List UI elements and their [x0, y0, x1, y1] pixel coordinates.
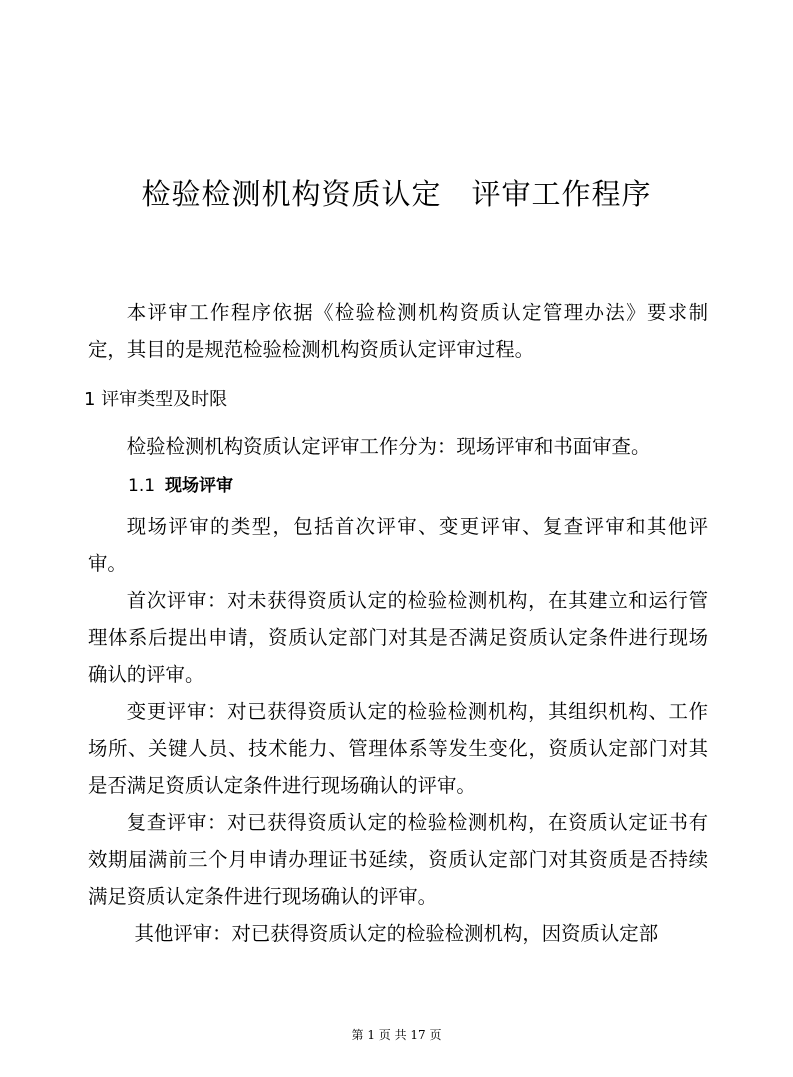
section-heading: 1 评审类型及时限: [84, 389, 228, 410]
initial-review-paragraph: 首次评审：对未获得资质认定的检验检测机构，在其建立和运行管理体系后提出申请，资质认定部门对其是否满足资质认定条件进行现场确认的评审。: [88, 589, 708, 686]
section-paragraph: 检验检测机构资质认定评审工作分为：现场评审和书面审查。: [126, 435, 651, 458]
change-review-paragraph: 变更评审：对已获得资质认定的检验检测机构，其组织机构、工作场所、关键人员、技术能力、管理体系等发生变化，资质认定部门对其是否满足资质认定条件进行现场确认的评审。: [88, 700, 708, 797]
recheck-review-paragraph: 复查评审：对已获得资质认定的检验检测机构，在资质认定证书有效期届满前三个月申请办理证书延续，资质认定部门对其资质是否持续满足资质认定条件进行现场确认的评审。: [88, 811, 708, 908]
subsection-title: 现场评审: [165, 476, 234, 496]
document-title: 检验检测机构资质认定 评审工作程序: [141, 177, 652, 211]
other-review-paragraph: 其他评审：对已获得资质认定的检验检测机构，因资质认定部: [134, 922, 659, 945]
page-footer: 第 1 页 共 17 页: [351, 1028, 442, 1042]
subsection-heading: [128, 473, 708, 499]
subsection-number: 1.1: [128, 476, 156, 496]
document-body: [84, 294, 708, 952]
review-types-paragraph: 现场评审的类型，包括首次评审、变更评审、复查评审和其他评审。: [88, 515, 708, 575]
intro-paragraph: 本评审工作程序依据《检验检测机构资质认定管理办法》要求制定，其目的是规范检验检测机构资质认定评审过程。: [88, 301, 708, 361]
